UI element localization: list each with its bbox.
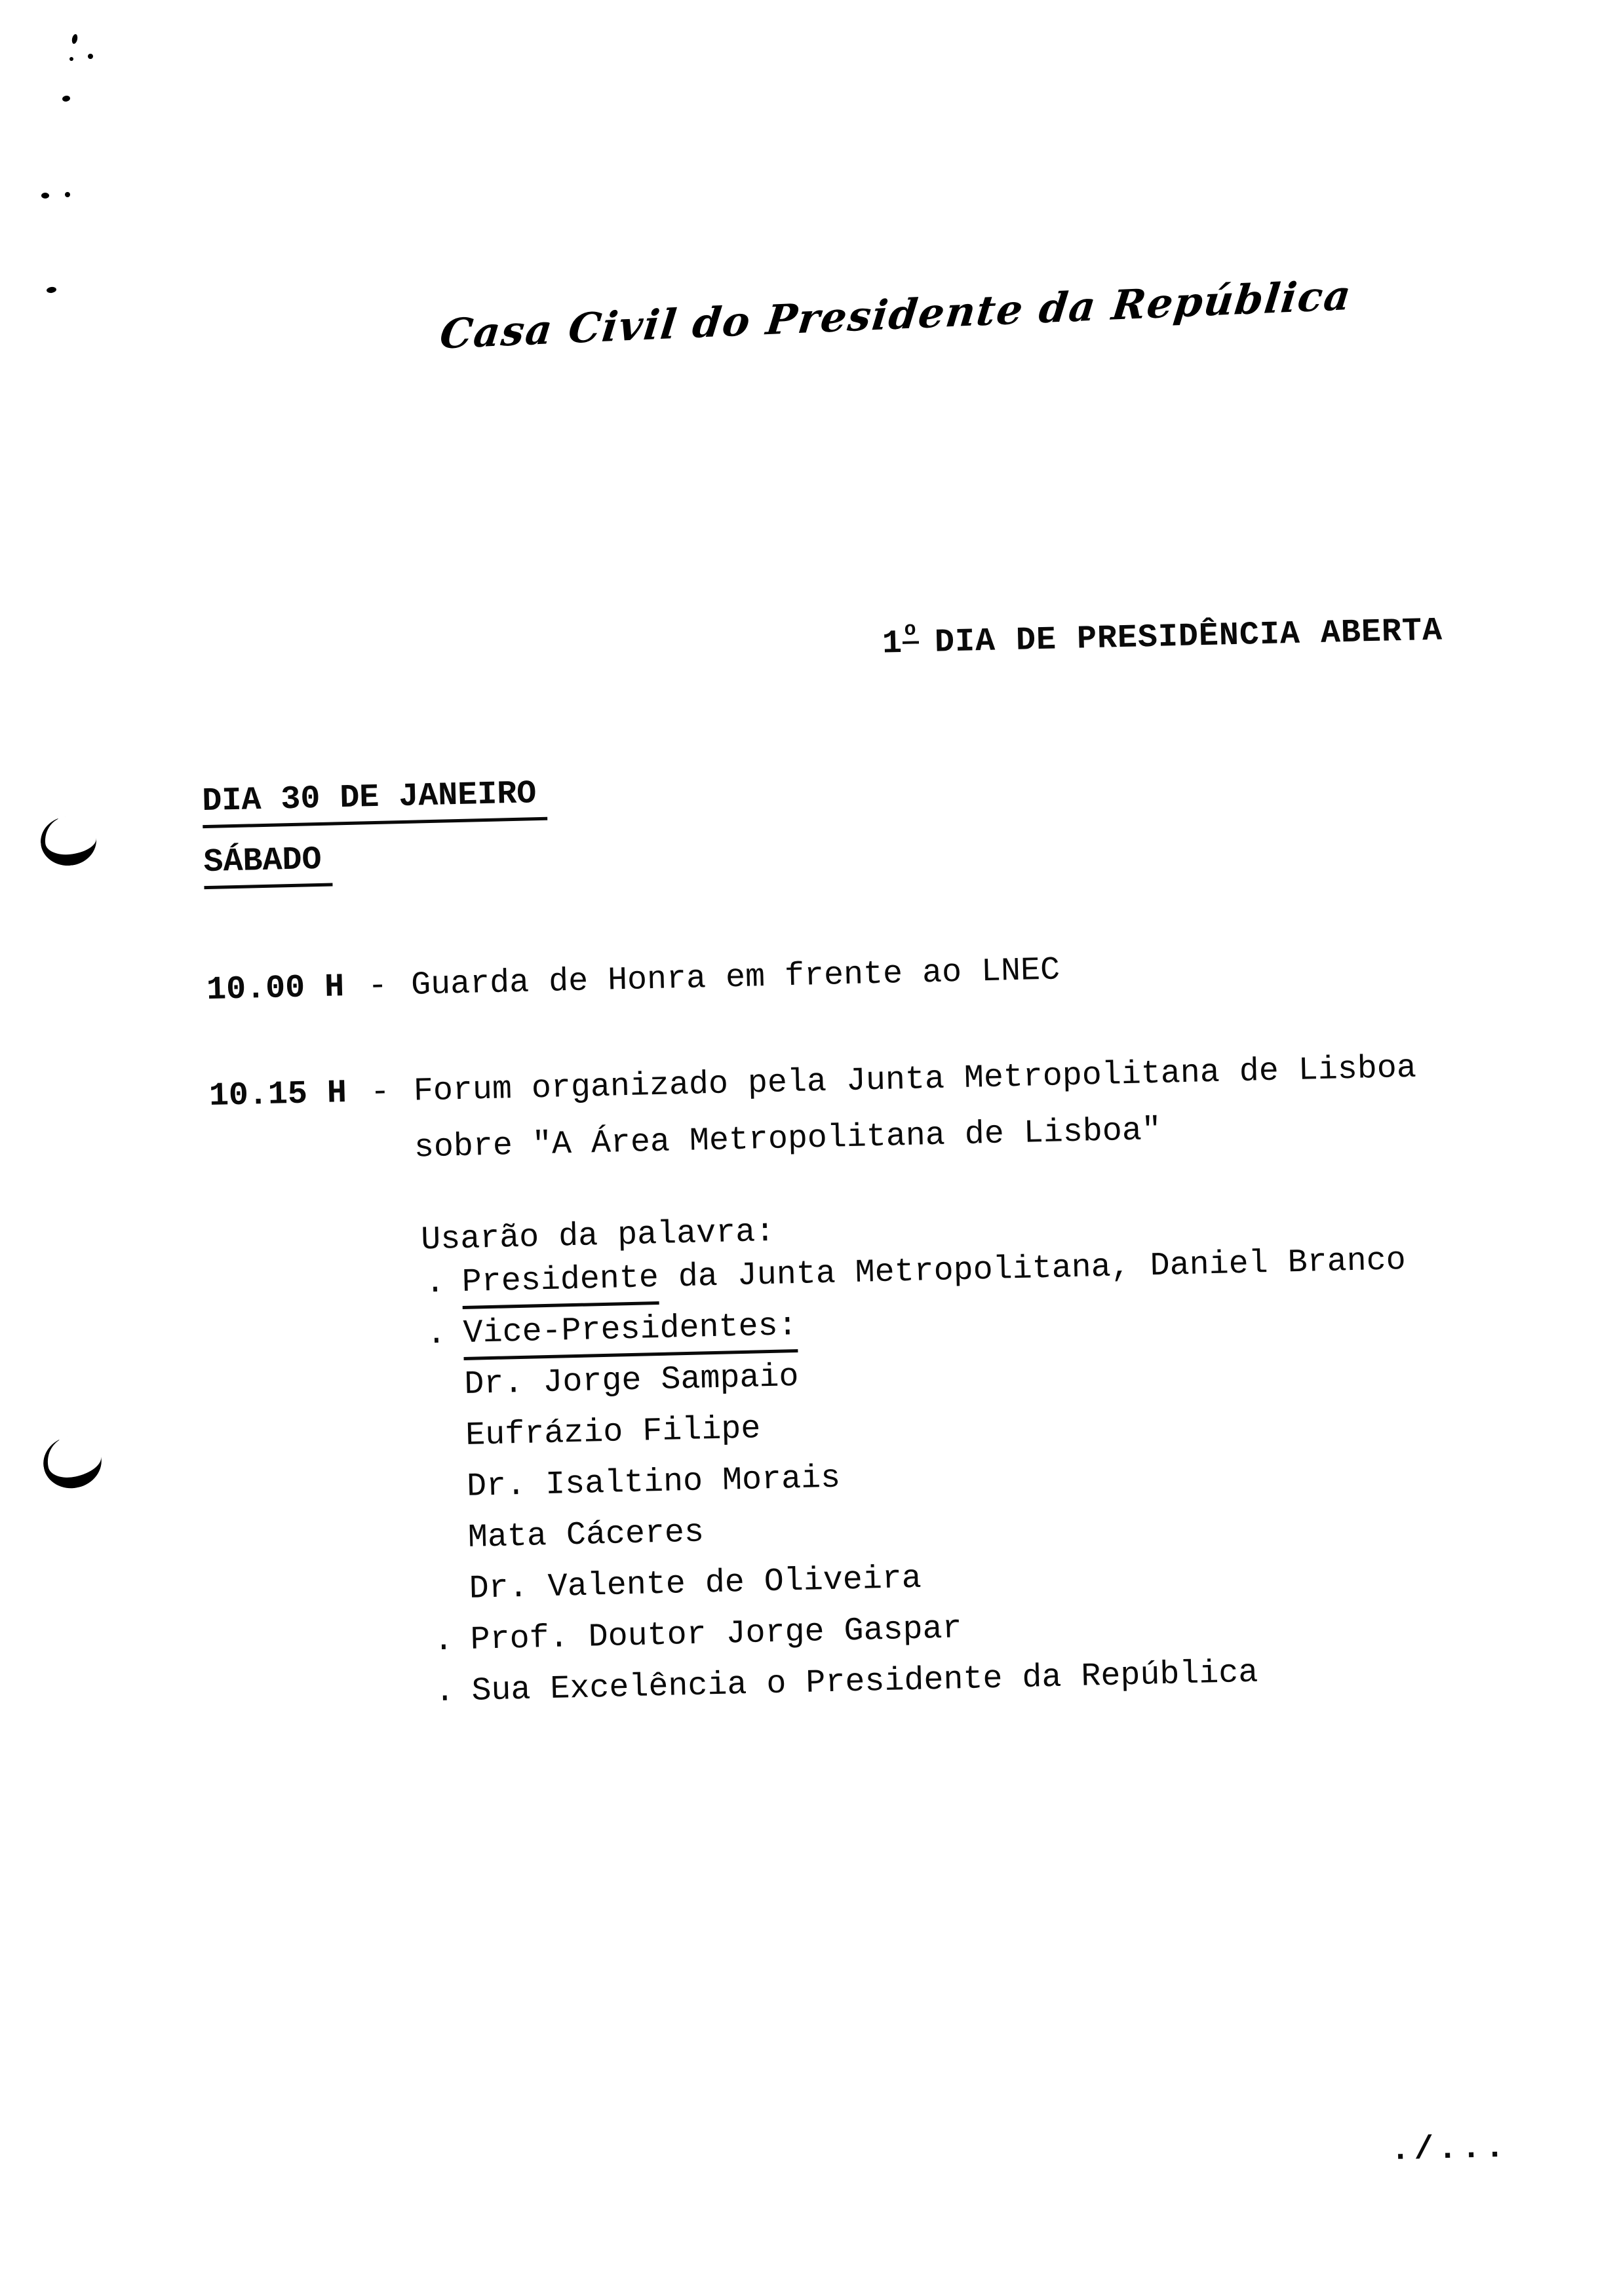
schedule-time: 10.00 H: [206, 968, 345, 1010]
schedule-entry-continuation: [414, 1112, 1161, 1167]
bullet-dot: [430, 1495, 467, 1496]
speaker-text: Sua Excelência o Presidente da República: [471, 1654, 1259, 1710]
bullet-dot: .: [425, 1315, 447, 1354]
schedule-dash: -: [370, 1073, 391, 1112]
speaker-text: Dr. Valente de Oliveira: [469, 1559, 922, 1608]
bullet-dot: .: [434, 1673, 456, 1712]
schedule-dash: -: [367, 967, 388, 1006]
speaker-emphasis: Vice-Presidentes:: [463, 1307, 798, 1360]
continuation-mark: ./...: [1390, 2129, 1509, 2170]
speaker-text: Dr. Jorge Sampaio: [463, 1358, 800, 1404]
schedule-time: 10.15 H: [208, 1075, 347, 1116]
bullet-dot: .: [433, 1622, 454, 1660]
ordinal-indicator: o: [902, 620, 919, 644]
bullet-dot: .: [425, 1264, 446, 1303]
speaker-text: Dr. Isaltino Morais: [466, 1459, 841, 1506]
date-heading-text: DIA 30 DE JANEIRO: [202, 775, 548, 828]
speakers-list: [425, 1242, 1416, 1725]
schedule-text: sobre "A Área Metropolitana de Lisboa": [414, 1111, 1162, 1167]
weekday-heading-text: SÁBADO: [203, 841, 333, 890]
page-title: [882, 608, 1443, 664]
page-title-text: DIA DE PRESIDÊNCIA ABERTA: [934, 612, 1443, 662]
day-number: 1: [882, 624, 903, 663]
letterhead-script: Casa Civil do Presidente da República: [437, 271, 1355, 358]
date-heading: [202, 775, 547, 821]
speaker-text: Eufrázio Filipe: [465, 1410, 761, 1455]
schedule-text: Guarda de Honra em frente ao LNEC: [410, 951, 1060, 1004]
speaker-text: Prof. Doutor Jorge Gaspar: [470, 1610, 963, 1659]
speaker-text: Mata Cáceres: [467, 1514, 705, 1557]
weekday-heading: [203, 841, 332, 882]
schedule-entry: [206, 951, 1060, 1009]
speakers-intro: Usarão da palavra:: [420, 1213, 775, 1259]
speaker-emphasis: Presidente: [461, 1259, 659, 1309]
schedule-entry: [208, 1050, 1416, 1116]
bullet-dot: [431, 1546, 468, 1547]
bullet-dot: [428, 1393, 465, 1394]
schedule-text: Forum organizado pela Junta Metropolitana de Lisboa: [413, 1049, 1417, 1111]
bullet-dot: [429, 1444, 466, 1445]
speaker-text: da Junta Metropolitana, Daniel Branco: [658, 1242, 1407, 1297]
